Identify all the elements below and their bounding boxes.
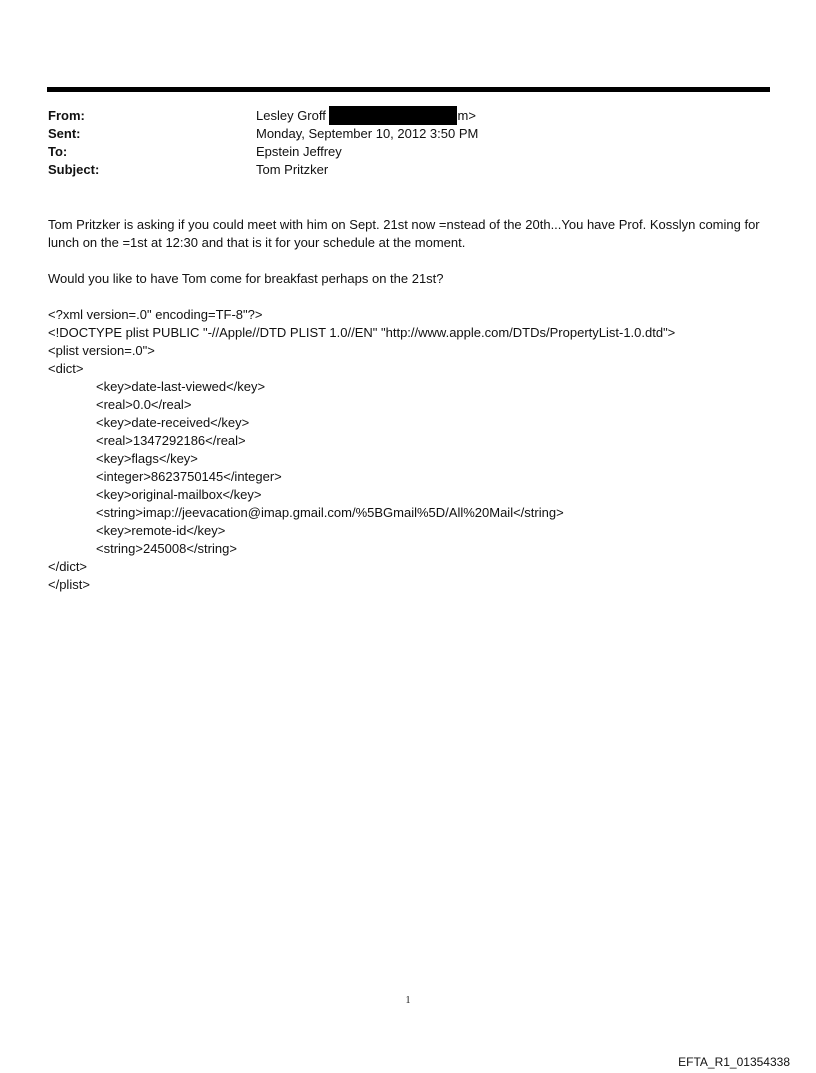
from-email-tail: m> [457,108,476,123]
plist-line: <!DOCTYPE plist PUBLIC "-//Apple//DTD PLIST 1.0//EN" "http://www.apple.com/DTDs/PropertyList-1.0.dtd"> [48,325,676,340]
from-label: From: [48,108,85,123]
plist-block [48,306,773,594]
plist-line: <integer>8623750145</integer> [96,469,282,484]
page-number: 1 [405,995,411,1006]
plist-line: <real>0.0</real> [96,397,192,412]
sent-row [48,125,768,143]
plist-line: <key>flags</key> [96,451,198,466]
to-value: Epstein Jeffrey [256,144,342,159]
plist-line: <dict> [48,361,84,376]
body-paragraph: Tom Pritzker is asking if you could meet with him on Sept. 21st now =nstead of the 20th...You have Prof. Kosslyn coming for lunch on the =1st at 12:30 and that is it for your schedule at the moment. [48,217,760,250]
sent-label: Sent: [48,126,81,141]
plist-line: <?xml version=.0" encoding=TF-8"?> [48,307,263,322]
plist-line: <key>date-received</key> [96,415,250,430]
plist-line: <string>245008</string> [96,541,237,556]
bates-number: EFTA_R1_01354338 [678,1055,790,1069]
email-body [48,216,773,594]
body-paragraph: Would you like to have Tom come for breakfast perhaps on the 21st? [48,271,444,286]
plist-line: <key>remote-id</key> [96,523,226,538]
to-row [48,143,768,161]
subject-value: Tom Pritzker [256,162,329,177]
plist-line: <real>1347292186</real> [96,433,246,448]
header-divider [47,87,770,92]
plist-line: <plist version=.0"> [48,343,155,358]
to-label: To: [48,144,68,159]
from-row [48,107,768,125]
plist-line: <key>original-mailbox</key> [96,487,262,502]
sent-value: Monday, September 10, 2012 3:50 PM [256,126,479,141]
plist-line: </plist> [48,577,90,592]
from-name: Lesley Groff [256,108,326,123]
email-header [48,107,768,179]
redaction-box [329,106,457,125]
subject-label: Subject: [48,162,100,177]
plist-line: <key>date-last-viewed</key> [96,379,266,394]
subject-row [48,161,768,179]
plist-line: <string>imap://jeevacation@imap.gmail.com/%5BGmail%5D/All%20Mail</string> [96,505,564,520]
from-value [256,107,476,125]
plist-line: </dict> [48,559,88,574]
